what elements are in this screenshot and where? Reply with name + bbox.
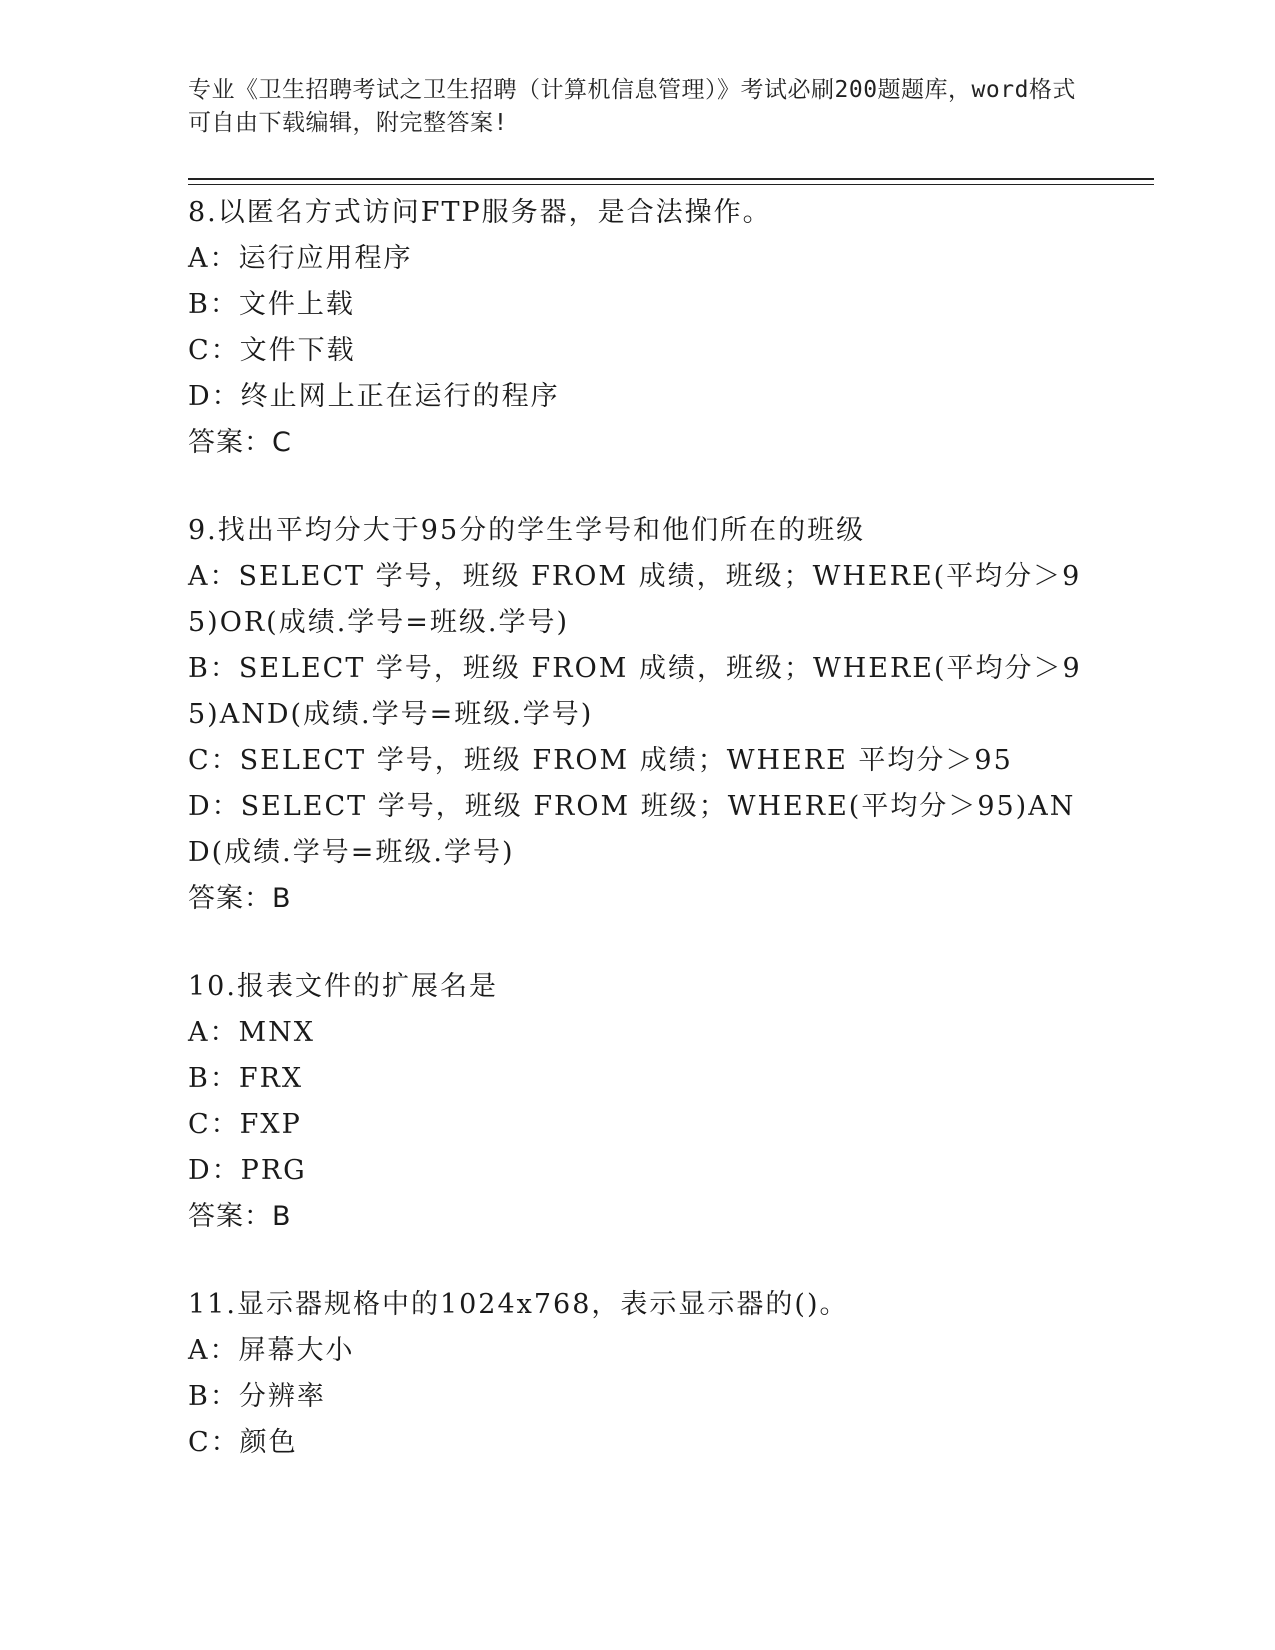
option-a: A：SELECT 学号，班级 FROM 成绩，班级；WHERE(平均分＞95)OR(成绩.学号=班级.学号) xyxy=(188,561,1082,638)
question-stem: 8.以匿名方式访问FTP服务器，是合法操作。 xyxy=(188,197,772,228)
question-10 xyxy=(188,964,1088,1240)
question-list xyxy=(188,190,1088,1508)
header-rule-thick xyxy=(188,178,1154,180)
option-d: D：PRG xyxy=(188,1155,307,1186)
answer: 答案：B xyxy=(188,1201,292,1232)
option-b: B：SELECT 学号，班级 FROM 成绩，班级；WHERE(平均分＞95)AND(成绩.学号=班级.学号) xyxy=(188,653,1082,730)
question-stem: 11.显示器规格中的1024x768，表示显示器的()。 xyxy=(188,1289,849,1320)
header-rule-thin xyxy=(188,184,1154,185)
option-a: A：MNX xyxy=(188,1017,315,1048)
question-8 xyxy=(188,190,1088,466)
option-c: C：文件下载 xyxy=(188,335,356,366)
question-stem: 10.报表文件的扩展名是 xyxy=(188,971,498,1002)
question-11 xyxy=(188,1282,1088,1466)
option-d: D：SELECT 学号，班级 FROM 班级；WHERE(平均分＞95)AND(成绩.学号=班级.学号) xyxy=(188,791,1076,868)
option-b: B：文件上载 xyxy=(188,289,355,320)
option-a: A：运行应用程序 xyxy=(188,243,413,274)
option-a: A：屏幕大小 xyxy=(188,1335,355,1366)
option-d: D：终止网上正在运行的程序 xyxy=(188,381,560,412)
option-b: B：FRX xyxy=(188,1063,304,1094)
option-b: B：分辨率 xyxy=(188,1381,326,1412)
question-stem: 9.找出平均分大于95分的学生学号和他们所在的班级 xyxy=(188,515,866,546)
option-c: C：FXP xyxy=(188,1109,302,1140)
document-header: 专业《卫生招聘考试之卫生招聘（计算机信息管理）》考试必刷200题题库，word格式可自由下载编辑，附完整答案! xyxy=(188,77,1076,136)
option-c: C：SELECT 学号，班级 FROM 成绩；WHERE 平均分＞95 xyxy=(188,745,1013,776)
question-9 xyxy=(188,508,1088,922)
answer: 答案：B xyxy=(188,883,292,914)
option-c: C：颜色 xyxy=(188,1427,298,1458)
answer: 答案：C xyxy=(188,427,292,458)
